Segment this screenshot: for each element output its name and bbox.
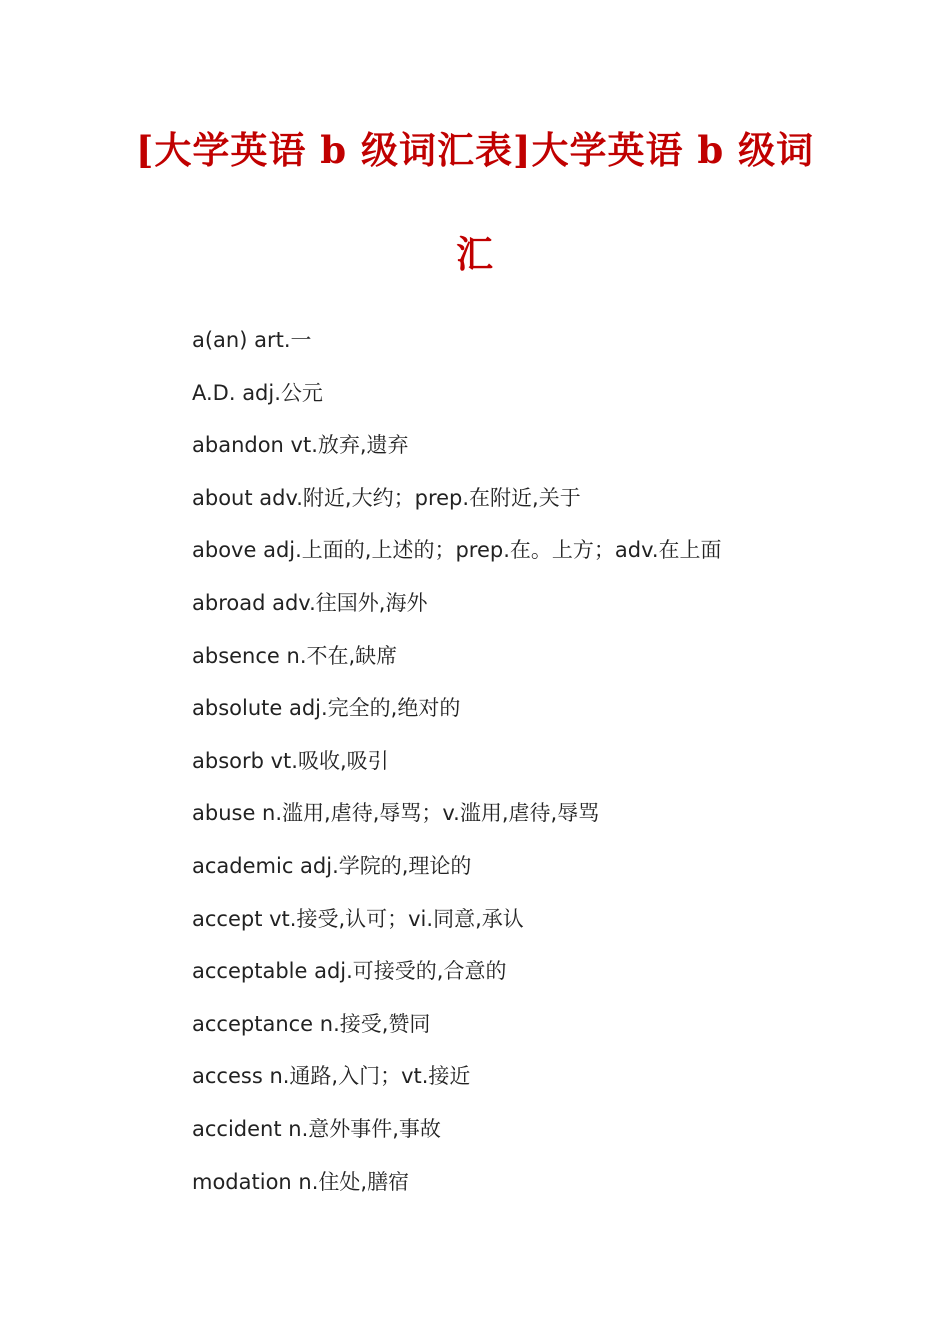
vocabulary-entry: above adj.上面的,上述的；prep.在。上方；adv.在上面 (192, 538, 722, 563)
vocabulary-entry: absorb vt.吸收,吸引 (192, 748, 389, 773)
vocabulary-list (192, 318, 892, 1212)
vocabulary-entry: academic adj.学院的,理论的 (192, 853, 472, 878)
vocabulary-entry: about adv.附近,大约；prep.在附近,关于 (192, 485, 581, 510)
vocabulary-entry: access n.通路,入门；vt.接近 (192, 1064, 471, 1089)
vocabulary-entry: acceptance n.接受,赞同 (192, 1011, 431, 1036)
vocabulary-entry: modation n.住处,膳宿 (192, 1169, 410, 1194)
vocabulary-entry: abroad adv.往国外,海外 (192, 590, 428, 615)
vocabulary-entry: absolute adj.完全的,绝对的 (192, 696, 461, 721)
vocabulary-entry: accept vt.接受,认可；vi.同意,承认 (192, 906, 524, 931)
vocabulary-entry: accident n.意外事件,事故 (192, 1116, 441, 1141)
vocabulary-entry: acceptable adj.可接受的,合意的 (192, 959, 507, 984)
vocabulary-entry: abuse n.滥用,虐待,辱骂；v.滥用,虐待,辱骂 (192, 801, 600, 826)
vocabulary-entry: a(an) art.一 (192, 328, 312, 352)
vocabulary-entry: A.D. adj.公元 (192, 380, 323, 405)
vocabulary-entry: absence n.不在,缺席 (192, 643, 398, 668)
document-title: [大学英语 b 级词汇表]大学英语 b 级词汇 (135, 128, 815, 276)
vocabulary-entry: abandon vt.放弃,遗弃 (192, 433, 409, 458)
